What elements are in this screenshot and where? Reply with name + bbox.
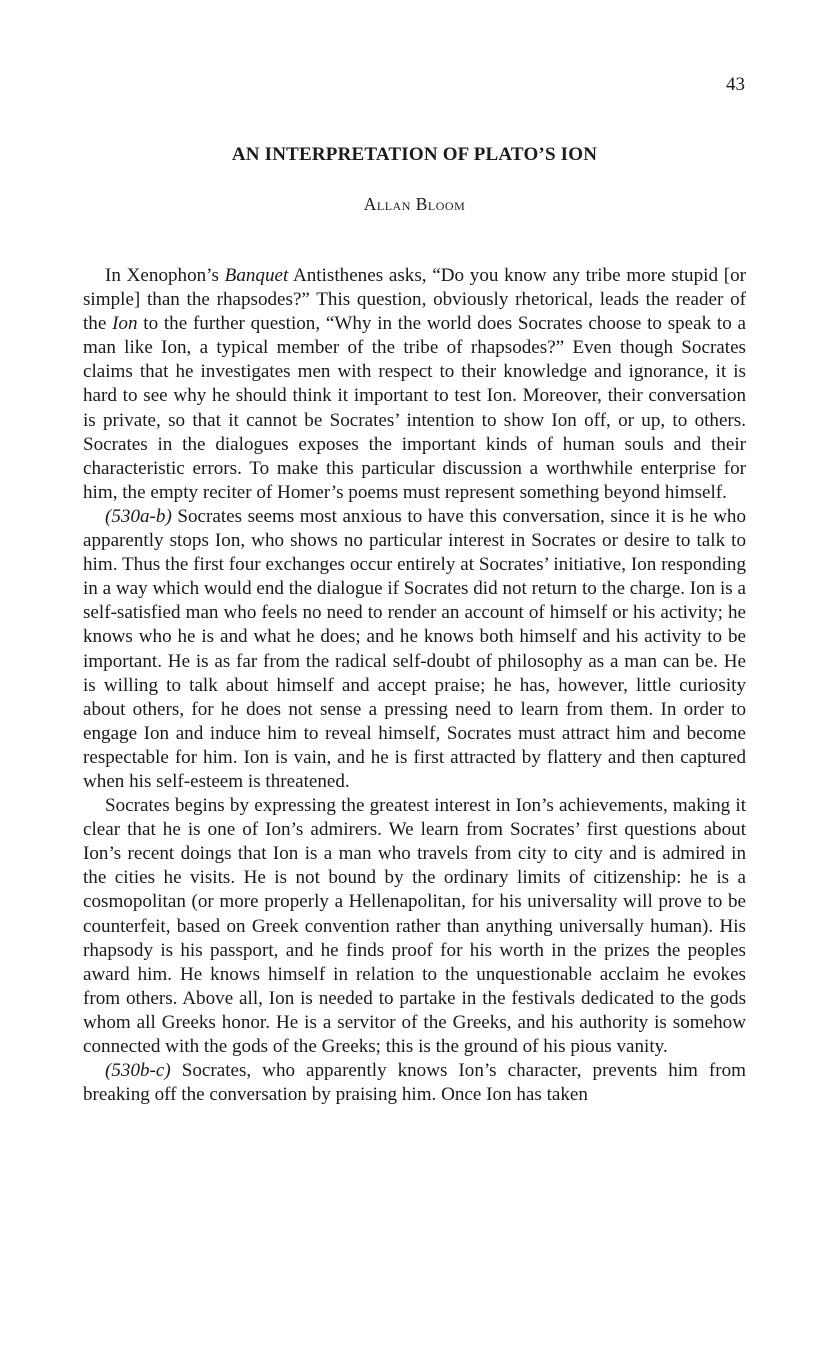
paragraph-socrates-begins: [83, 794, 746, 1059]
work-title-ion: Ion: [112, 313, 138, 335]
work-title-banquet: Banquet: [224, 265, 289, 286]
paragraph-intro: [83, 264, 746, 505]
paragraph-530b-c: [83, 1059, 746, 1107]
text-segment: to the further question, “Why in the world does Socrates choose to speak to a man like Ion, a typical member of the tribe of rhapsodes?” Even though Socrates claims that he investigates men with respect to their knowledge and ignorance, it is hard to see why he should think it important to test Ion. Moreover, their conversation is private, so that it cannot be Socrates’ intention to show Ion off, or up, to others. Socrates in the dialogues exposes the important kinds of human souls and their characteristic errors. To make this particular discussion a worthwhile enterprise for him, the empty reciter of Homer’s poems must represent something beyond himself.: [83, 313, 746, 503]
author-name: Allan Bloom: [363, 194, 466, 214]
paragraph-530a-b: [83, 505, 746, 794]
text-segment: In Xenophon’s: [105, 265, 225, 286]
text-segment: Socrates begins by expressing the greatest interest in Ion’s achievements, making it clear that he is one of Ion’s admirers. We learn from Socrates’ first questions about Ion’s recent doings that Ion is a man who travels from city to city and is admired in the cities he visits. He is not bound by the ordinary limits of citizenship: he is a cosmopolitan (or more properly a Hellenapolitan, for his universality will prove to be counterfeit, based on Greek convention rather than anything universally human). His rhapsody is his passport, and he finds proof for his worth in the prizes the peoples award him. He knows himself in relation to the unquestionable acclaim he evokes from others. Above all, Ion is needed to partake in the festivals dedicated to the gods whom all Greeks honor. He is a servitor of the Greeks, and his authority is somehow connected with the gods of the Greeks; this is the ground of his pious vanity.: [83, 795, 746, 1057]
stephanus-reference: (530b-c): [105, 1060, 171, 1082]
stephanus-reference: (530a-b): [105, 505, 172, 527]
article-body: [83, 264, 746, 1107]
text-segment: Socrates, who apparently knows Ion’s character, prevents him from breaking off the conversation by praising him. Once Ion has taken: [83, 1060, 746, 1106]
text-segment: Antisthenes asks, “Do you know any tribe more stupid [or simple] than the rhapsodes?” This question, obviously rhetorical, leads the reader of the: [83, 265, 746, 335]
page-number: 43: [726, 74, 745, 95]
article-title: AN INTERPRETATION OF PLATO’S ION: [231, 144, 598, 165]
text-segment: Socrates seems most anxious to have this conversation, since it is he who apparently stops Ion, who shows no particular interest in Socrates or desire to talk to him. Thus the first four exchanges occur entirely at Socrates’ initiative, Ion responding in a way which would end the dialogue if Socrates did not return to the charge. Ion is a self-satisfied man who feels no need to render an account of himself or his activity; he knows who he is and what he does; and he knows both himself and his activity to be important. He is as far from the radical self-doubt of philosophy as a man can be. He is willing to talk about himself and accept praise; he has, however, little curiosity about others, for he does not sense a pressing need to learn from them. In order to engage Ion and induce him to reveal himself, Socrates must attract him and become respectable for him. Ion is vain, and he is first attracted by flattery and then captured when his self-esteem is threatened.: [83, 505, 746, 792]
